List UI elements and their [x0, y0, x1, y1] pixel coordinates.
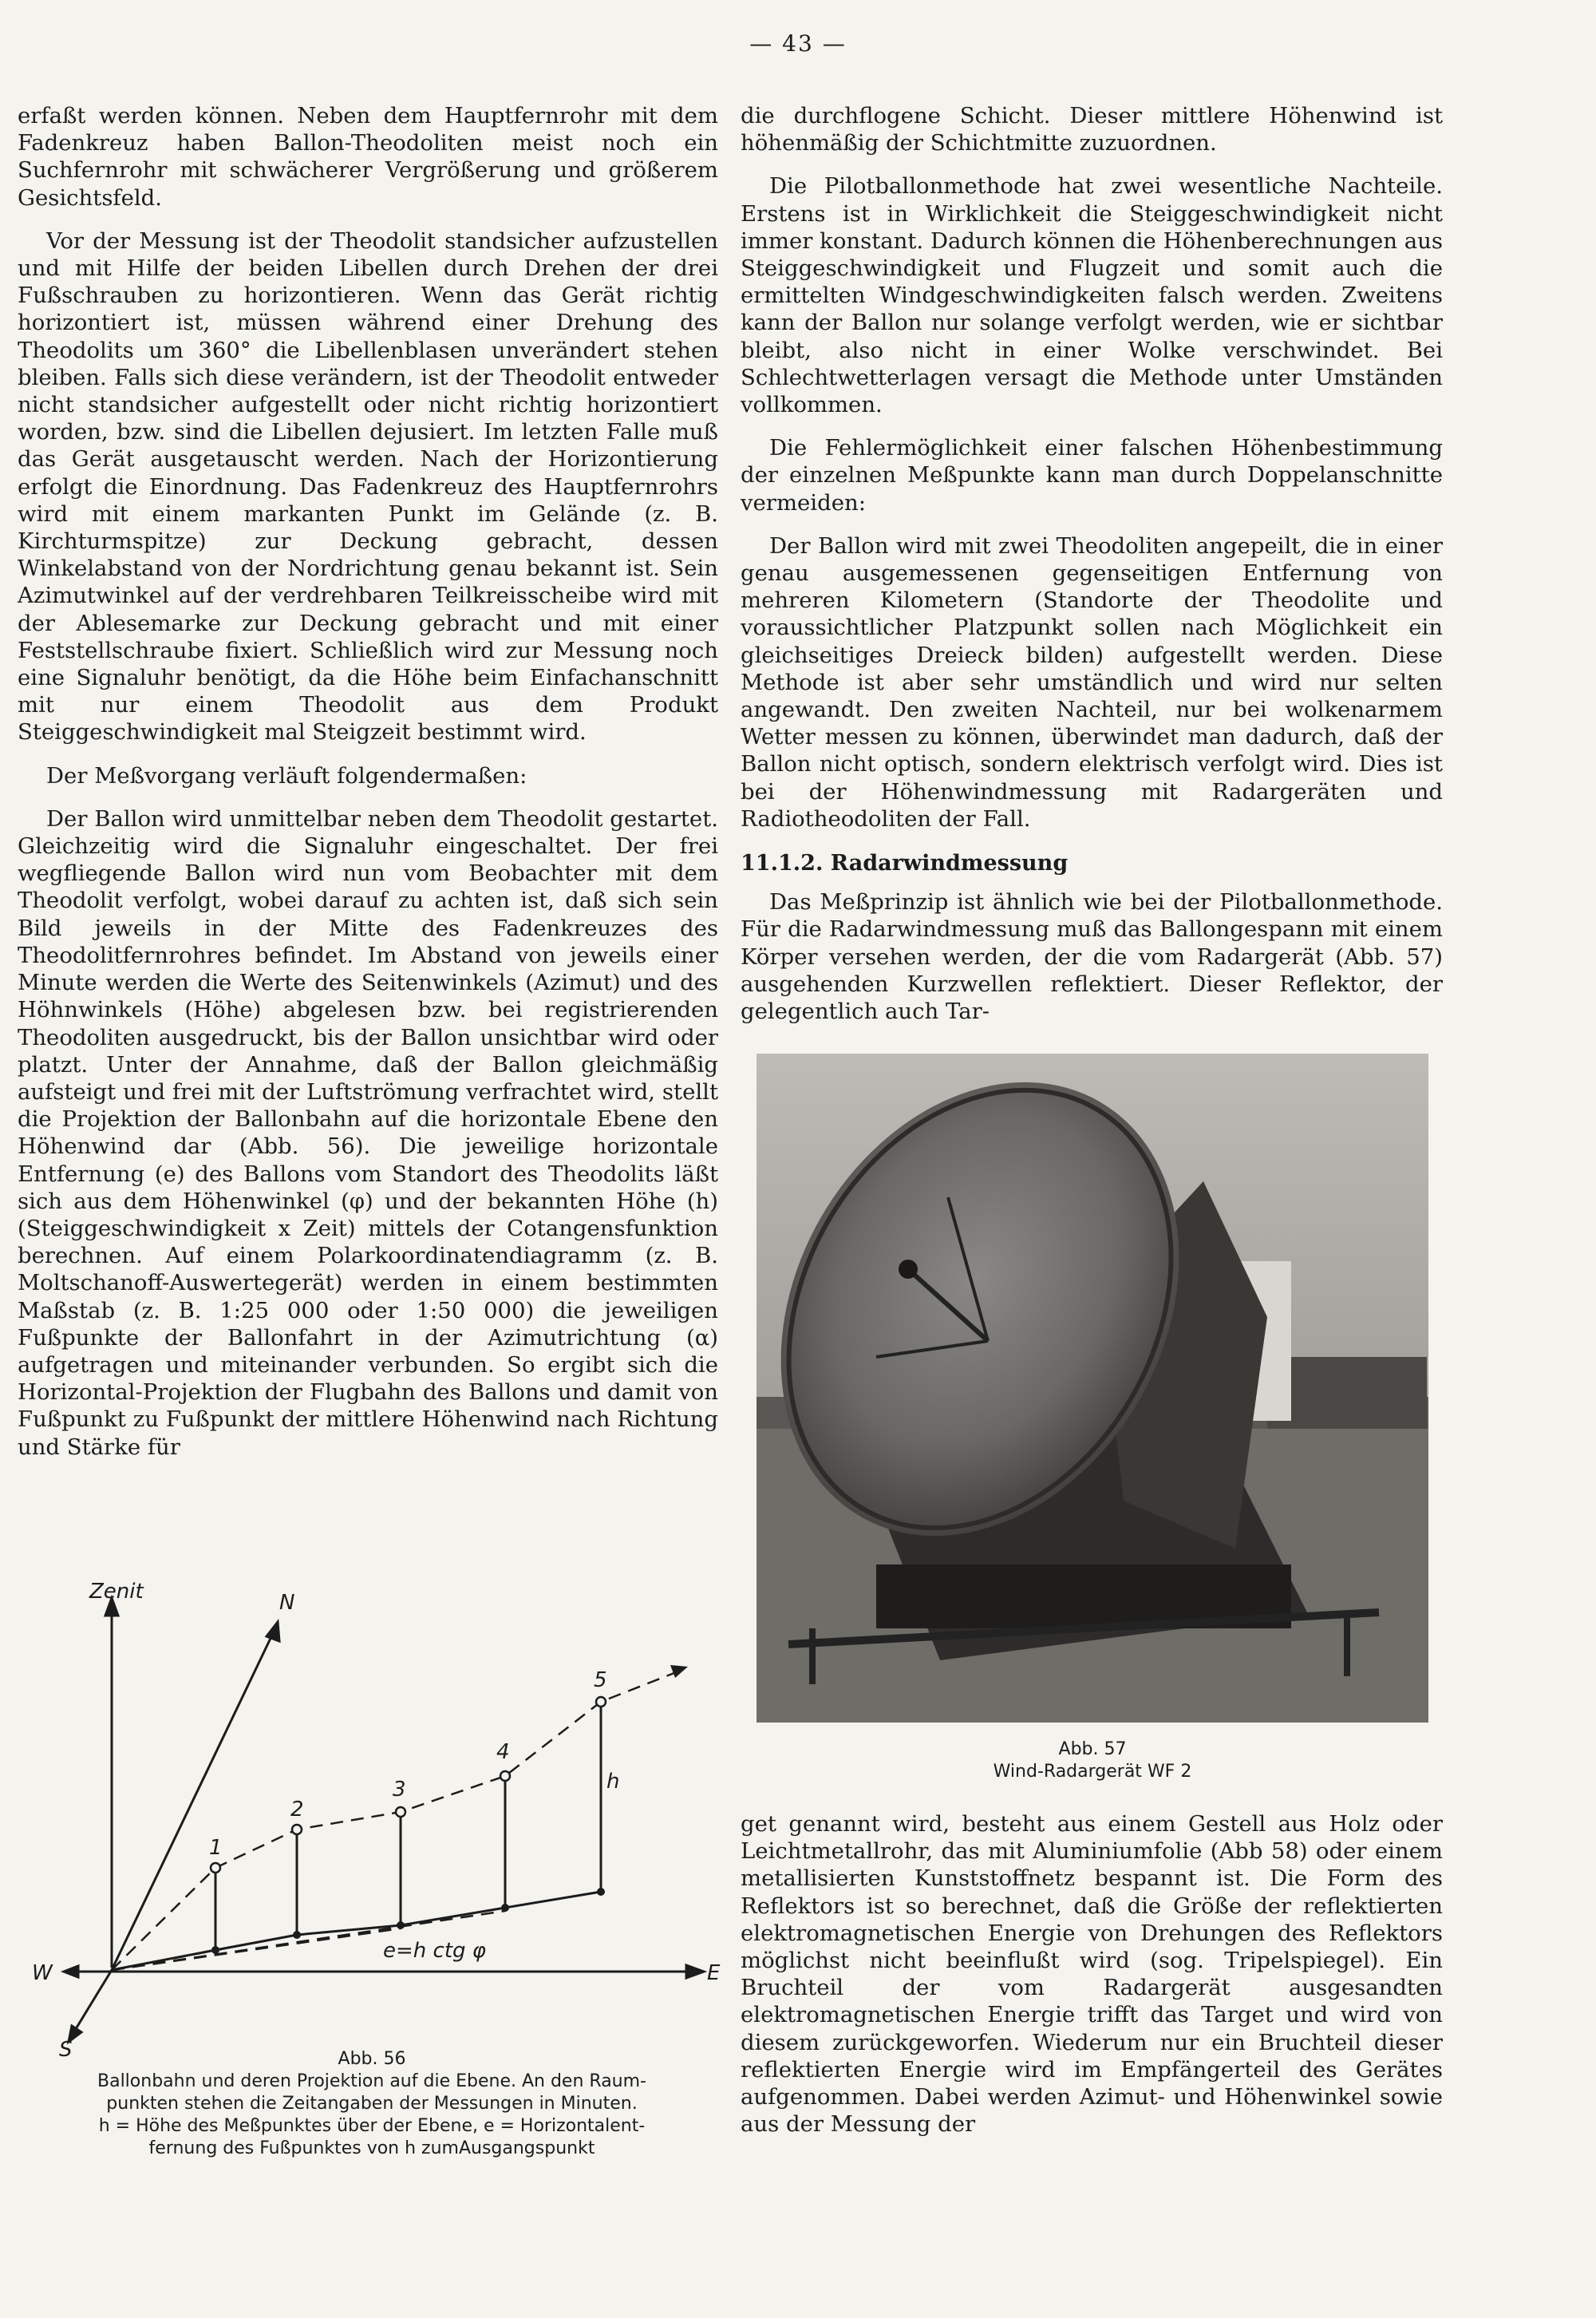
right-column-bottom [741, 1810, 1443, 2154]
left-column [18, 102, 718, 1477]
caption-line: punkten stehen die Zeitangaben der Messungen in Minuten. [106, 2094, 638, 2114]
foot-point [211, 1946, 219, 1954]
foot-point [501, 1904, 509, 1912]
figure-57-caption [757, 1738, 1428, 1783]
south-label: S [59, 2038, 73, 2062]
paragraph: get genannt wird, besteht aus einem Gestell aus Holz oder Leichtmetallrohr, das mit Aluminiumfolie (Abb 58) oder einem metallisierten Kunststoffnetz bespannt ist. Die Form des Reflektors ist so berechnet, daß die Größe der reflektierten elektromagnetischen Energie von Drehungen des Reflektors möglichst nicht beeinflußt wird (sog. Tripelspiegel). Ein Bruchteil der vom Radargerät ausgesandten elektromagnetischen Energie trifft das Target und wird von diesem zurückgeworfen. Wiederum nur ein Bruchteil dieser reflektierten Energie wird im Empfängerteil des Gerätes aufgenommen. Dabei werden Azimut- und Höhenwinkel sowie aus der Messung der [741, 1811, 1443, 2138]
foot-point [597, 1888, 605, 1896]
foot-point [397, 1921, 405, 1929]
figure-56-caption [21, 2048, 723, 2160]
point-label: 2 [290, 1798, 304, 1822]
caption-line: Ballonbahn und deren Projektion auf die Ebene. An den Raum- [97, 2071, 646, 2091]
east-arrowhead [686, 1965, 704, 1978]
height-label: h [606, 1770, 620, 1794]
paragraph: Der Meßvorgang verläuft folgendermaßen: [46, 762, 527, 789]
point-label: 4 [496, 1740, 510, 1764]
zenith-label: Zenit [89, 1580, 144, 1604]
point-label: 5 [594, 1668, 607, 1692]
west-label: W [32, 1961, 53, 1985]
measurement-point [292, 1825, 302, 1834]
south-axis [72, 1970, 112, 2035]
path-arrowhead [670, 1665, 688, 1678]
paragraph: Die Fehlermöglichkeit einer falschen Höhenbestimmung der einzelnen Meßpunkte kann man durch Doppelanschnitte vermeiden: [741, 435, 1443, 516]
paragraph: Vor der Messung ist der Theodolit standsicher aufzustellen und mit Hilfe der beiden Libellen durch Drehen der drei Fußschrauben zu horizontieren. Wenn das Gerät richtig horizontiert ist, müssen während einer Drehung des Theodolits um 360° die Libellenblasen unverändert stehen bleiben. Falls sich diese verändern, ist der Theodolit entweder nicht standsicher aufgestellt oder nicht richtig horizontiert worden, bzw. sind die Libellen dejusiert. Im letzten Falle muß das Gerät ausgetauscht werden. Nach der Horizontierung erfolgt die Einordnung. Das Fadenkreuz des Hauptfernrohrs wird mit einem markanten Punkt im Gelände (z. B. Kirchturmspitze) zur Deckung gebracht, dessen Winkelabstand von der Nordrichtung genau bekannt ist. Sein Azimutwinkel auf der verdrehbaren Teilkreisscheibe wird mit der Ablesemarke zur Deckung gebracht und mit einer Feststellschraube fixiert. Schließlich wird zur Messung noch eine Signaluhr benötigt, da die Höhe beim Einfachanschnitt mit nur einem Theodolit aus dem Produkt Steiggeschwindigkeit mal Steigzeit bestimmt wird. [18, 227, 718, 746]
right-column [741, 102, 1443, 1041]
foot-point [293, 1931, 301, 1939]
paragraph: die durchflogene Schicht. Dieser mittlere Höhenwind ist höhenmäßig der Schichtmitte zuzuordnen. [741, 103, 1443, 156]
page-number: — 43 — [749, 30, 847, 57]
point-label: 3 [393, 1778, 406, 1802]
caption-line: h = Höhe des Meßpunktes über der Ebene, e = Horizontalent- [98, 2116, 646, 2136]
north-label: N [279, 1591, 295, 1615]
east-label: E [707, 1961, 721, 1985]
radar-photo [757, 1054, 1428, 1723]
paragraph: Die Pilotballonmethode hat zwei wesentliche Nachteile. Erstens ist in Wirklichkeit die Steiggeschwindigkeit nicht immer konstant. Dadurch können die Höhenberechnungen aus Steiggeschwindigkeit und Flugzeit und somit auch die ermittelten Windgeschwindigkeiten falsch werden. Zweitens kann der Ballon nur solange verfolgt werden, wie er sichtbar bleibt, also nicht in einer Wolke verschwindet. Bei Schlechtwetterlagen versagt die Methode unter Umständen vollkommen. [741, 173, 1443, 418]
north-axis [112, 1628, 275, 1970]
paragraph: erfaßt werden können. Neben dem Hauptfernrohr mit dem Fadenkreuz haben Ballon-Theodoliten meist noch ein Suchfernrohr mit schwächerer Vergrößerung und größerem Gesichtsfeld. [18, 103, 718, 211]
caption-line: fernung des Fußpunktes von h zumAusgangspunkt [148, 2138, 595, 2158]
paragraph: Das Meßprinzip ist ähnlich wie bei der Pilotballonmethode. Für die Radarwindmessung muß das Ballongespann mit einem Körper versehen werden, der die vom Radargerät (Abb. 57) ausgehenden Kurzwellen reflektiert. Dieser Reflektor, der gelegentlich auch Tar- [741, 889, 1443, 1025]
figure-57-title: Wind-Radargerät WF 2 [993, 1762, 1192, 1782]
point-label: 1 [209, 1836, 223, 1860]
figure-57-number: Abb. 57 [1058, 1739, 1127, 1759]
measurement-point [500, 1771, 510, 1781]
figure-56-number: Abb. 56 [338, 2049, 406, 2069]
section-heading: 11.1.2. Radarwindmessung [741, 851, 1069, 876]
paragraph: Der Ballon wird unmittelbar neben dem Theodolit gestartet. Gleichzeitig wird die Signaluhr eingeschaltet. Der frei wegfliegende Ballon wird nun vom Beobachter mit dem Theodolit verfolgt, wobei darauf zu achten ist, daß sich sein Bild jeweils in der Mitte des Fadenkreuzes des Theodolitfernrohres befindet. Im Abstand von jeweils einer Minute werden die Werte des Seitenwinkels (Azimut) und des Höhnwinkels (Höhe) abgelesen bzw. bei registrierenden Theodoliten ausgedruckt, bis der Ballon unsichtbar wird oder platzt. Unter der Annahme, daß der Ballon gleichmäßig aufsteigt und frei mit der Luftströmung verfrachtet wird, stellt die Projektion der Ballonbahn auf die horizontale Ebene den Höhenwind dar (Abb. 56). Die jeweilige horizontale Entfernung (e) des Ballons vom Standort des Theodolits läßt sich aus dem Höhenwinkel (φ) und der bekannten Höhe (h) (Steiggeschwindigkeit x Zeit) mittels der Cotangensfunktion berechnen. Auf einem Polarkoordinatendiagramm (z. B. Moltschanoff-Auswertegerät) werden in einem bestimmten Maßstab (z. B. 1:25 000 oder 1:50 000) die jeweiligen Fußpunkte der Ballonfahrt in der Azimutrichtung (α) aufgetragen und miteinander verbunden. So ergibt sich die Horizontal-Projektion der Flugbahn des Ballons und damit von Fußpunkt zu Fußpunkt der mittlere Höhenwind nach Richtung und Stärke für [18, 805, 718, 1460]
north-arrowhead [267, 1622, 279, 1641]
measurement-point [596, 1697, 606, 1707]
west-arrowhead [64, 1966, 78, 1977]
measurement-point [396, 1807, 405, 1817]
paragraph: Der Ballon wird mit zwei Theodoliten angepeilt, die in einer genau ausgemessenen gegenseitigen Entfernung von mehreren Kilometern (Standorte der Theodolite und voraussichtlicher Platzpunkt sollen nach Möglichkeit ein gleichseitiges Dreieck bilden) aufgestellt werden. Diese Methode ist aber sehr umständlich und wird nur selten angewandt. Den zweiten Nachteil, nur bei wolkenarmem Wetter messen zu können, überwindet man dadurch, daß der Ballon nicht optisch, sondern elektrisch verfolgt wird. Dies ist bei der Höhenwindmessung mit Radargeräten und Radiotheodoliten der Fall. [741, 532, 1443, 832]
formula-label: e=h ctg φ [383, 1939, 486, 1963]
measurement-point [211, 1863, 220, 1873]
